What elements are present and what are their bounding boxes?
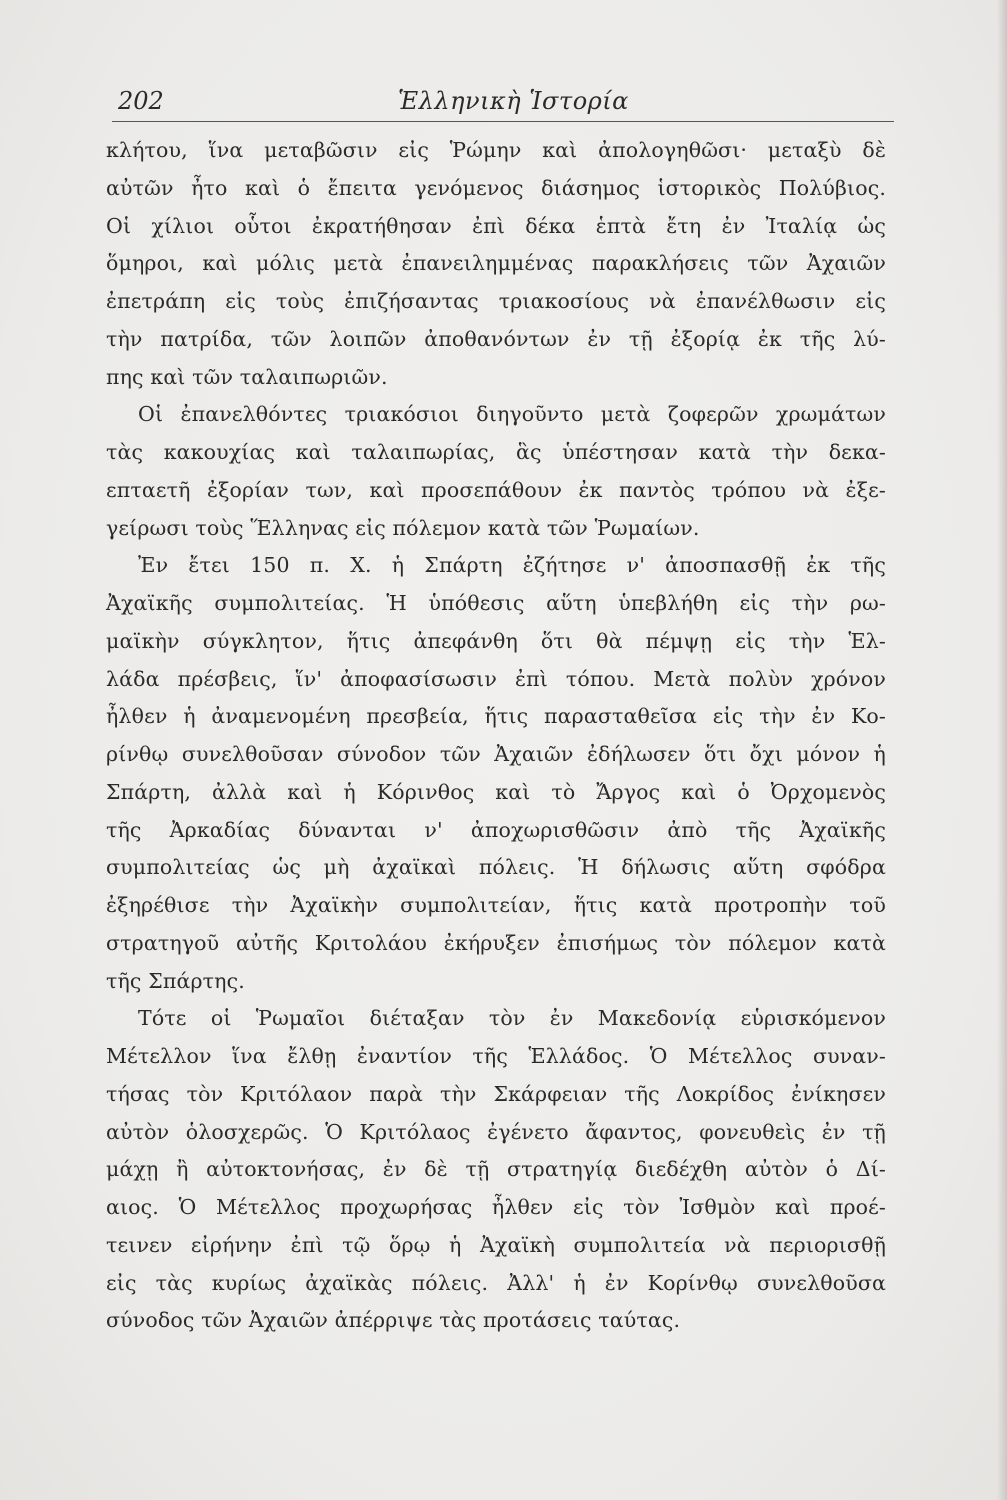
text-line: τεινεν εἰρήνην ἐπὶ τῷ ὅρῳ ἡ Ἀχαϊκὴ συμπολιτεία νὰ περιορισθῇ xyxy=(106,1232,886,1257)
text-line: ἐπετράπη εἰς τοὺς ἐπιζήσαντας τριακοσίους νὰ ἐπανέλθωσιν εἰς xyxy=(106,289,886,313)
text-line: Τότε οἱ Ῥωμαῖοι διέταξαν τὸν ἐν Μακεδονίᾳ εὑρισκόμενον xyxy=(138,1006,886,1031)
text-line: αὐτὸν ὁλοσχερῶς. Ὁ Κριτόλαος ἐγένετο ἄφαντος, φονευθεὶς ἐν τῇ xyxy=(106,1119,886,1144)
text-line: στρατηγοῦ αὐτῆς Κριτολάου ἐκήρυξεν ἐπισήμως τὸν πόλεμον κατὰ xyxy=(106,930,886,955)
text-line: Μέτελλον ἵνα ἔλθῃ ἐναντίον τῆς Ἑλλάδος. Ὁ Μέτελλος συναν- xyxy=(106,1044,886,1068)
text-line: σύνοδος τῶν Ἀχαιῶν ἀπέρριψε τὰς προτάσεις ταύτας. xyxy=(106,1308,681,1333)
text-line: λάδα πρέσβεις, ἵν' ἀποφασίσωσιν ἐπὶ τόπου. Μετὰ πολὺν χρόνον xyxy=(106,666,886,691)
text-line: Ἀχαϊκῆς συμπολιτείας. Ἡ ὑπόθεσις αὕτη ὑπεβλήθη εἰς τὴν ρω- xyxy=(106,591,886,615)
text-line: εἰς τὰς κυρίως ἀχαϊκὰς πόλεις. Ἀλλ' ἡ ἐν Κορίνθῳ συνελθοῦσα xyxy=(106,1270,886,1295)
text-line: γείρωσι τοὺς Ἕλληνας εἰς πόλεμον κατὰ τῶν Ῥωμαίων. xyxy=(106,515,700,540)
text-line: επταετῆ ἐξορίαν των, καὶ προσεπάθουν ἐκ παντὸς τρόπου νὰ ἐξε- xyxy=(106,477,886,502)
text-line: ἦλθεν ἡ ἀναμενομένη πρεσβεία, ἥτις παρασταθεῖσα εἰς τὴν ἐν Κο- xyxy=(106,704,886,729)
body-text xyxy=(106,132,886,1340)
text-line: πης καὶ τῶν ταλαιπωριῶν. xyxy=(106,364,388,389)
text-line: Ἐν ἔτει 150 π. Χ. ἡ Σπάρτη ἐζήτησε ν' ἀποσπασθῇ ἐκ τῆς xyxy=(138,553,886,578)
text-line: τὰς κακουχίας καὶ ταλαιπωρίας, ἃς ὑπέστησαν κατὰ τὴν δεκα- xyxy=(106,440,886,464)
text-line: ἐξηρέθισε τὴν Ἀχαϊκὴν συμπολιτείαν, ἥτις κατὰ προτροπὴν τοῦ xyxy=(106,893,886,917)
text-line: ρίνθῳ συνελθοῦσαν σύνοδον τῶν Ἀχαιῶν ἐδήλωσεν ὅτι ὄχι μόνον ἡ xyxy=(106,742,886,766)
text-line: κλήτου, ἵνα μεταβῶσιν εἰς Ῥώμην καὶ ἀπολογηθῶσι· μεταξὺ δὲ xyxy=(106,138,886,162)
page-edge-shadow xyxy=(997,0,1007,1500)
text-line: Σπάρτη, ἀλλὰ καὶ ἡ Κόρινθος καὶ τὸ Ἄργος καὶ ὁ Ὀρχομενὸς xyxy=(106,779,886,804)
header-rule xyxy=(112,121,894,122)
text-line: Οἱ χίλιοι οὗτοι ἐκρατήθησαν ἐπὶ δέκα ἑπτὰ ἔτη ἐν Ἰταλίᾳ ὡς xyxy=(106,213,886,238)
text-line: συμπολιτείας ὡς μὴ ἀχαϊκαὶ πόλεις. Ἡ δήλωσις αὕτη σφόδρα xyxy=(106,855,886,880)
running-head xyxy=(112,82,894,122)
running-title: Ἑλληνικὴ Ἱστορία xyxy=(398,87,629,115)
text-line: τήσας τὸν Κριτόλαον παρὰ τὴν Σκάρφειαν τῆς Λοκρίδος ἐνίκησεν xyxy=(106,1081,886,1106)
text-line: μάχῃ ἢ αὐτοκτονήσας, ἐν δὲ τῇ στρατηγίᾳ διεδέχθη αὐτὸν ὁ Δί- xyxy=(106,1157,886,1182)
text-line: αὐτῶν ἦτο καὶ ὁ ἔπειτα γενόμενος διάσημος ἱστορικὸς Πολύβιος. xyxy=(106,175,886,200)
text-line: τῆς Ἀρκαδίας δύνανται ν' ἀποχωρισθῶσιν ἀπὸ τῆς Ἀχαϊκῆς xyxy=(106,817,886,842)
text-line: ὅμηροι, καὶ μόλις μετὰ ἐπανειλημμένας παρακλήσεις τῶν Ἀχαιῶν xyxy=(106,251,886,276)
text-line: τὴν πατρίδα, τῶν λοιπῶν ἀποθανόντων ἐν τῇ ἐξορίᾳ ἐκ τῆς λύ- xyxy=(106,326,886,351)
page-number: 202 xyxy=(118,87,164,115)
text-line: αιος. Ὁ Μέτελλος προχωρήσας ἦλθεν εἰς τὸν Ἰσθμὸν καὶ προέ- xyxy=(106,1195,886,1219)
text-line: τῆς Σπάρτης. xyxy=(106,968,245,993)
text-line: μαϊκὴν σύγκλητον, ἥτις ἀπεφάνθη ὅτι θὰ πέμψῃ εἰς τὴν Ἑλ- xyxy=(106,628,886,653)
text-line: Οἱ ἐπανελθόντες τριακόσιοι διηγοῦντο μετὰ ζοφερῶν χρωμάτων xyxy=(138,402,886,427)
